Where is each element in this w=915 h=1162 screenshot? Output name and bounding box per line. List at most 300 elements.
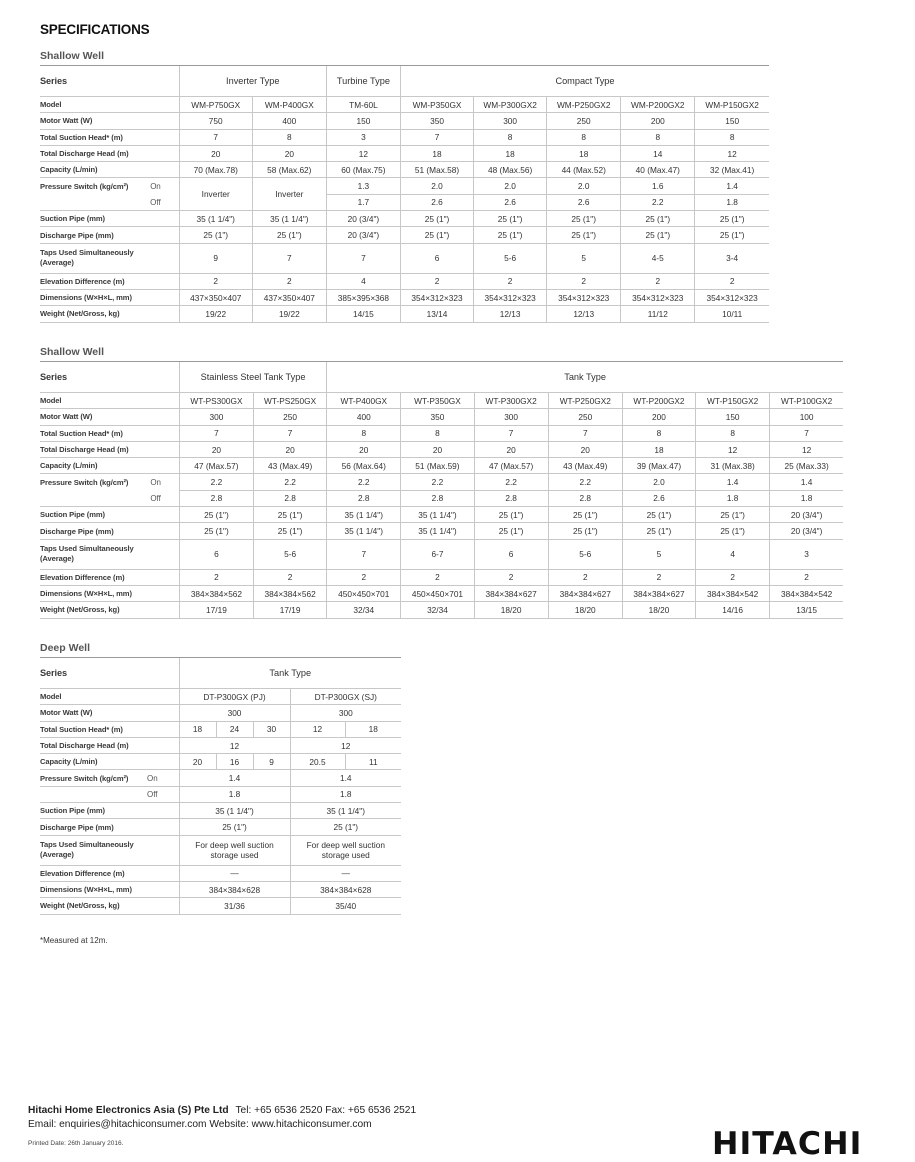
value-cell: 450×450×701 (401, 585, 474, 601)
discharge-pipe-row (40, 227, 769, 243)
row-label-pressure-switch: Pressure Switch (kg/cm²) (40, 770, 147, 786)
value-cell: 12 (770, 441, 843, 457)
value-cell-text: For deep well suction storage used (306, 840, 385, 861)
value-cell: 25 (1") (695, 211, 769, 227)
value-cell: 25 (1") (254, 523, 327, 539)
value-cell: 2.6 (547, 194, 621, 210)
value-cell: 31 (Max.38) (696, 458, 770, 474)
section-title-deep-well: Deep Well (40, 642, 90, 654)
row-label-elevation-difference: Elevation Difference (m) (40, 569, 179, 585)
value-cell: 8 (401, 425, 474, 441)
value-cell: 43 (Max.49) (254, 458, 327, 474)
discharge-pipe-row (40, 819, 401, 835)
row-label-discharge-pipe: Discharge Pipe (mm) (40, 819, 179, 835)
value-cell: 2 (252, 273, 326, 289)
model-cell: WT-PS300GX (179, 393, 253, 409)
suction-pipe-row (40, 507, 843, 523)
row-label-model: Model (40, 393, 179, 409)
value-cell: 8 (622, 425, 695, 441)
value-cell: 20 (3/4") (770, 523, 843, 539)
value-cell: 2.6 (622, 490, 695, 506)
value-cell: 2.2 (621, 194, 695, 210)
row-label-series: Series (40, 362, 179, 393)
discharge-head-row (40, 441, 843, 457)
value-cell: 384×384×542 (770, 585, 843, 601)
value-cell: 8 (547, 129, 621, 145)
value-cell: 48 (Max.56) (474, 162, 547, 178)
value-cell: 14 (621, 145, 695, 161)
value-cell: 2.8 (327, 490, 401, 506)
row-label-taps-used-text: Taps Used Simultaneously (Average) (40, 248, 134, 268)
suction-head-row (40, 721, 401, 737)
value-cell: 35 (1 1/4") (252, 211, 326, 227)
value-cell: 6-7 (401, 539, 474, 569)
pressure-off-label: Off (40, 490, 179, 506)
series-inverter: Inverter Type (179, 66, 326, 97)
model-cell: WT-P300GX2 (474, 393, 548, 409)
value-cell: 6 (179, 539, 253, 569)
model-cell: WM-P300GX2 (474, 97, 547, 113)
value-cell: 437×350×407 (252, 289, 326, 305)
value-cell: 384×384×628 (179, 881, 290, 897)
value-cell: 20 (474, 441, 548, 457)
value-cell: 25 (1") (695, 227, 769, 243)
section-title-shallow-well-1: Shallow Well (40, 50, 104, 62)
value-cell: 25 (1") (400, 211, 473, 227)
model-cell: TM-60L (326, 97, 400, 113)
value-cell: 750 (179, 113, 252, 129)
value-cell: 25 (1") (290, 819, 401, 835)
series-row (40, 66, 769, 97)
value-cell: 8 (327, 425, 401, 441)
value-cell: 18 (400, 145, 473, 161)
discharge-pipe-row (40, 523, 843, 539)
value-cell: 8 (695, 129, 769, 145)
value-cell: 18 (474, 145, 547, 161)
value-cell: 300 (179, 705, 290, 721)
value-cell: 2.8 (254, 490, 327, 506)
value-cell: 1.3 (326, 178, 400, 194)
company-email-website: Email: enquiries@hitachiconsumer.com Website: www.hitachiconsumer.com (28, 1119, 372, 1130)
row-label-motor-watt: Motor Watt (W) (40, 409, 179, 425)
suction-pipe-row (40, 211, 769, 227)
empty-label-cell (40, 786, 147, 802)
value-cell: 14/15 (326, 306, 400, 322)
value-cell: 25 (1") (400, 227, 473, 243)
value-cell: 2.6 (400, 194, 473, 210)
series-tank: Tank Type (327, 362, 843, 393)
value-cell: 2.0 (622, 474, 695, 490)
value-cell: 44 (Max.52) (547, 162, 621, 178)
value-cell: 35 (1 1/4") (401, 523, 474, 539)
value-cell: 25 (1") (548, 507, 622, 523)
weight-row (40, 898, 401, 914)
value-cell: 5-6 (474, 243, 547, 273)
model-cell: WM-P750GX (179, 97, 252, 113)
value-cell: 18 (345, 721, 401, 737)
value-cell: 10/11 (695, 306, 769, 322)
row-label-total-suction-head: Total Suction Head* (m) (40, 129, 179, 145)
value-cell: 5-6 (548, 539, 622, 569)
row-label-series: Series (40, 658, 179, 689)
value-cell: 300 (474, 113, 547, 129)
weight-row (40, 306, 769, 322)
row-label-total-discharge-head: Total Discharge Head (m) (40, 145, 179, 161)
value-cell: — (179, 865, 290, 881)
value-cell: 7 (179, 129, 252, 145)
value-cell: 32/34 (327, 602, 401, 618)
dimensions-row (40, 289, 769, 305)
row-label-capacity: Capacity (L/min) (40, 754, 179, 770)
value-cell: 7 (474, 425, 548, 441)
value-cell: 2 (474, 569, 548, 585)
model-cell: DT-P300GX (SJ) (290, 689, 401, 705)
value-cell: 7 (326, 243, 400, 273)
value-cell: 31/36 (179, 898, 290, 914)
value-cell: 56 (Max.64) (327, 458, 401, 474)
series-row (40, 658, 401, 689)
value-cell: 7 (327, 539, 401, 569)
value-cell: 2.2 (254, 474, 327, 490)
value-cell: 7 (254, 425, 327, 441)
row-label-model: Model (40, 97, 179, 113)
value-cell: 5-6 (254, 539, 327, 569)
value-cell: 25 (1") (548, 523, 622, 539)
value-cell: 354×312×323 (400, 289, 473, 305)
value-cell: 8 (252, 129, 326, 145)
value-cell: 2 (179, 569, 253, 585)
value-cell: 25 (1") (474, 507, 548, 523)
value-cell: 20 (254, 441, 327, 457)
suction-pipe-row (40, 803, 401, 819)
value-cell: 3 (770, 539, 843, 569)
value-cell: 450×450×701 (327, 585, 401, 601)
value-cell: 350 (401, 409, 474, 425)
value-cell: 35 (1 1/4") (179, 803, 290, 819)
value-cell: 2.0 (400, 178, 473, 194)
row-label-total-discharge-head: Total Discharge Head (m) (40, 737, 179, 753)
row-label-elevation-difference: Elevation Difference (m) (40, 273, 179, 289)
value-cell: 25 (1") (254, 507, 327, 523)
value-cell: 25 (1") (547, 227, 621, 243)
taps-row (40, 835, 401, 865)
value-cell: 150 (696, 409, 770, 425)
row-label-motor-watt: Motor Watt (W) (40, 705, 179, 721)
model-cell: WT-P200GX2 (622, 393, 695, 409)
value-cell: 20 (252, 145, 326, 161)
value-cell: 384×384×628 (290, 881, 401, 897)
model-cell: WT-P350GX (401, 393, 474, 409)
model-cell: WT-PS250GX (254, 393, 327, 409)
value-cell-text: For deep well suction storage used (195, 840, 274, 861)
value-cell: Inverter (252, 178, 326, 211)
value-cell: 13/15 (770, 602, 843, 618)
row-label-pressure-switch: Pressure Switch (kg/cm²) On (40, 477, 161, 487)
model-cell: WT-P100GX2 (770, 393, 843, 409)
value-cell: 18 (622, 441, 695, 457)
value-cell: 18/20 (474, 602, 548, 618)
value-cell: 384×384×562 (179, 585, 253, 601)
hitachi-logo: HITACHI (712, 1126, 863, 1162)
value-cell: 7 (252, 243, 326, 273)
value-cell: 8 (474, 129, 547, 145)
suction-head-row (40, 425, 843, 441)
value-cell: 43 (Max.49) (548, 458, 622, 474)
value-cell: 150 (326, 113, 400, 129)
value-cell: 12/13 (547, 306, 621, 322)
row-label-series: Series (40, 66, 179, 97)
value-cell: 300 (179, 409, 253, 425)
value-cell: 2.8 (548, 490, 622, 506)
value-cell: 51 (Max.59) (401, 458, 474, 474)
discharge-head-row (40, 145, 769, 161)
company-name: Hitachi Home Electronics Asia (S) Pte Ltd (28, 1105, 229, 1116)
value-cell: 400 (252, 113, 326, 129)
value-cell: 1.4 (290, 770, 401, 786)
value-cell: 35 (1 1/4") (179, 211, 252, 227)
value-cell: 2 (547, 273, 621, 289)
value-cell: 1.4 (770, 474, 843, 490)
value-cell: 384×384×562 (254, 585, 327, 601)
pressure-on-row (40, 178, 769, 194)
series-turbine: Turbine Type (326, 66, 400, 97)
value-cell: — (290, 865, 401, 881)
model-row (40, 393, 843, 409)
series-stainless-tank: Stainless Steel Tank Type (179, 362, 326, 393)
model-cell: DT-P300GX (PJ) (179, 689, 290, 705)
pressure-on-row (40, 474, 843, 490)
taps-row (40, 243, 769, 273)
value-cell: 9 (179, 243, 252, 273)
value-cell: 150 (695, 113, 769, 129)
printed-date: Printed Date: 26th January 2016. (28, 1140, 124, 1147)
value-cell: 2.2 (327, 474, 401, 490)
row-label-weight: Weight (Net/Gross, kg) (40, 602, 179, 618)
value-cell: 9 (253, 754, 290, 770)
pressure-off-label: Off (40, 194, 179, 210)
value-cell: 2.6 (474, 194, 547, 210)
value-cell: 60 (Max.75) (326, 162, 400, 178)
spec-table-shallow-well-inverter (40, 66, 769, 323)
section-title-shallow-well-2: Shallow Well (40, 346, 104, 358)
series-compact: Compact Type (400, 66, 769, 97)
value-cell: 25 (1") (179, 227, 252, 243)
value-cell: 18 (179, 721, 216, 737)
value-cell: 12 (179, 737, 290, 753)
model-cell: WT-P400GX (327, 393, 401, 409)
value-cell: 1.8 (770, 490, 843, 506)
capacity-row (40, 162, 769, 178)
value-cell: 2 (622, 569, 695, 585)
value-cell: 25 (1") (252, 227, 326, 243)
value-cell: 1.8 (290, 786, 401, 802)
row-label-taps-used (40, 835, 179, 865)
value-cell: 25 (1") (474, 523, 548, 539)
value-cell: 25 (1") (622, 523, 695, 539)
value-cell: 2.0 (474, 178, 547, 194)
value-cell: 1.7 (326, 194, 400, 210)
pressure-on-label: On (150, 181, 161, 191)
row-label-suction-pipe: Suction Pipe (mm) (40, 507, 179, 523)
value-cell: 384×384×627 (548, 585, 622, 601)
value-cell: 7 (179, 425, 253, 441)
value-cell: 25 (1") (179, 819, 290, 835)
model-row (40, 97, 769, 113)
model-cell: WM-P150GX2 (695, 97, 769, 113)
model-cell: WM-P200GX2 (621, 97, 695, 113)
value-cell: 11/12 (621, 306, 695, 322)
value-cell: 32/34 (401, 602, 474, 618)
value-cell: 32 (Max.41) (695, 162, 769, 178)
value-cell: 20 (3/4") (770, 507, 843, 523)
value-cell: Inverter (179, 178, 252, 211)
row-label-weight: Weight (Net/Gross, kg) (40, 898, 179, 914)
value-cell: 250 (547, 113, 621, 129)
value-cell: 20.5 (290, 754, 345, 770)
model-cell: WT-P250GX2 (548, 393, 622, 409)
row-label-total-suction-head: Total Suction Head* (m) (40, 425, 179, 441)
value-cell: 25 (1") (621, 227, 695, 243)
value-cell: 300 (474, 409, 548, 425)
motor-watt-row (40, 705, 401, 721)
value-cell: 25 (1") (696, 523, 770, 539)
value-cell: 7 (400, 129, 473, 145)
value-cell: 20 (3/4") (326, 227, 400, 243)
value-cell: 2.8 (474, 490, 548, 506)
elevation-row (40, 865, 401, 881)
row-label-elevation-difference: Elevation Difference (m) (40, 865, 179, 881)
value-cell: 25 (1") (474, 211, 547, 227)
value-cell: 35 (1 1/4") (401, 507, 474, 523)
value-cell: 1.4 (696, 474, 770, 490)
value-cell: 12 (290, 737, 401, 753)
row-label-discharge-pipe: Discharge Pipe (mm) (40, 523, 179, 539)
row-label-pressure-switch: Pressure Switch (kg/cm²) On (40, 181, 161, 191)
spec-table-deep-well (40, 658, 401, 915)
row-label-suction-pipe: Suction Pipe (mm) (40, 803, 179, 819)
value-cell: 2 (327, 569, 401, 585)
model-cell: WM-P350GX (400, 97, 473, 113)
value-cell: 12 (290, 721, 345, 737)
value-cell: 2 (401, 569, 474, 585)
value-cell: 19/22 (179, 306, 252, 322)
value-cell: 5 (547, 243, 621, 273)
value-cell: 8 (696, 425, 770, 441)
page-title: SPECIFICATIONS (40, 22, 150, 37)
footnote: *Measured at 12m. (40, 936, 108, 945)
value-cell: 25 (1") (621, 211, 695, 227)
capacity-row (40, 458, 843, 474)
model-row (40, 689, 401, 705)
value-cell: 350 (400, 113, 473, 129)
value-cell: 2 (548, 569, 622, 585)
value-cell: 384×384×542 (696, 585, 770, 601)
value-cell: 1.6 (621, 178, 695, 194)
value-cell: 13/14 (400, 306, 473, 322)
value-cell: 20 (401, 441, 474, 457)
value-cell: 2 (400, 273, 473, 289)
value-cell: 3-4 (695, 243, 769, 273)
value-cell: 17/19 (254, 602, 327, 618)
motor-watt-row (40, 113, 769, 129)
value-cell: 70 (Max.78) (179, 162, 252, 178)
elevation-row (40, 273, 769, 289)
row-label-dimensions: Dimensions (W×H×L, mm) (40, 289, 179, 305)
dimensions-row (40, 585, 843, 601)
pressure-on-label: On (147, 770, 179, 786)
value-cell: 2 (474, 273, 547, 289)
row-label-taps-used-text: Taps Used Simultaneously (Average) (40, 840, 134, 860)
weight-row (40, 602, 843, 618)
row-label-model: Model (40, 689, 179, 705)
value-cell: 17/19 (179, 602, 253, 618)
series-tank: Tank Type (179, 658, 401, 689)
value-cell: 18/20 (548, 602, 622, 618)
value-cell: 2 (696, 569, 770, 585)
value-cell: 4-5 (621, 243, 695, 273)
value-cell (179, 835, 290, 865)
value-cell: 35 (1 1/4") (327, 507, 401, 523)
value-cell: 2.2 (474, 474, 548, 490)
value-cell: 385×395×368 (326, 289, 400, 305)
value-cell: 25 (1") (622, 507, 695, 523)
value-cell: 5 (622, 539, 695, 569)
value-cell: 384×384×627 (622, 585, 695, 601)
value-cell: 4 (696, 539, 770, 569)
row-label-taps-used (40, 539, 179, 569)
pressure-off-row (40, 490, 843, 506)
company-line (28, 1105, 416, 1116)
value-cell: 20 (3/4") (326, 211, 400, 227)
value-cell: 18/20 (622, 602, 695, 618)
value-cell (290, 835, 401, 865)
value-cell: 2 (179, 273, 252, 289)
value-cell: 2.0 (547, 178, 621, 194)
row-label-suction-pipe: Suction Pipe (mm) (40, 211, 179, 227)
pressure-off-row (40, 786, 401, 802)
company-tel-fax: Tel: +65 6536 2520 Fax: +65 6536 2521 (235, 1105, 417, 1116)
row-label-motor-watt: Motor Watt (W) (40, 113, 179, 129)
value-cell: 354×312×323 (474, 289, 547, 305)
value-cell: 1.4 (179, 770, 290, 786)
value-cell: 25 (1") (179, 507, 253, 523)
value-cell: 1.8 (696, 490, 770, 506)
value-cell: 400 (327, 409, 401, 425)
value-cell: 7 (548, 425, 622, 441)
value-cell: 2.2 (548, 474, 622, 490)
motor-watt-row (40, 409, 843, 425)
value-cell: 25 (1") (547, 211, 621, 227)
value-cell: 354×312×323 (621, 289, 695, 305)
value-cell: 200 (622, 409, 695, 425)
value-cell: 2 (770, 569, 843, 585)
capacity-row (40, 754, 401, 770)
value-cell: 11 (345, 754, 401, 770)
value-cell: 20 (548, 441, 622, 457)
value-cell: 2 (695, 273, 769, 289)
value-cell: 19/22 (252, 306, 326, 322)
row-label-discharge-pipe: Discharge Pipe (mm) (40, 227, 179, 243)
pressure-off-row (40, 194, 769, 210)
value-cell: 39 (Max.47) (622, 458, 695, 474)
value-cell: 40 (Max.47) (621, 162, 695, 178)
suction-head-row (40, 129, 769, 145)
model-cell: WT-P150GX2 (696, 393, 770, 409)
model-cell: WM-P400GX (252, 97, 326, 113)
value-cell: 14/16 (696, 602, 770, 618)
value-cell: 58 (Max.62) (252, 162, 326, 178)
value-cell: 250 (254, 409, 327, 425)
